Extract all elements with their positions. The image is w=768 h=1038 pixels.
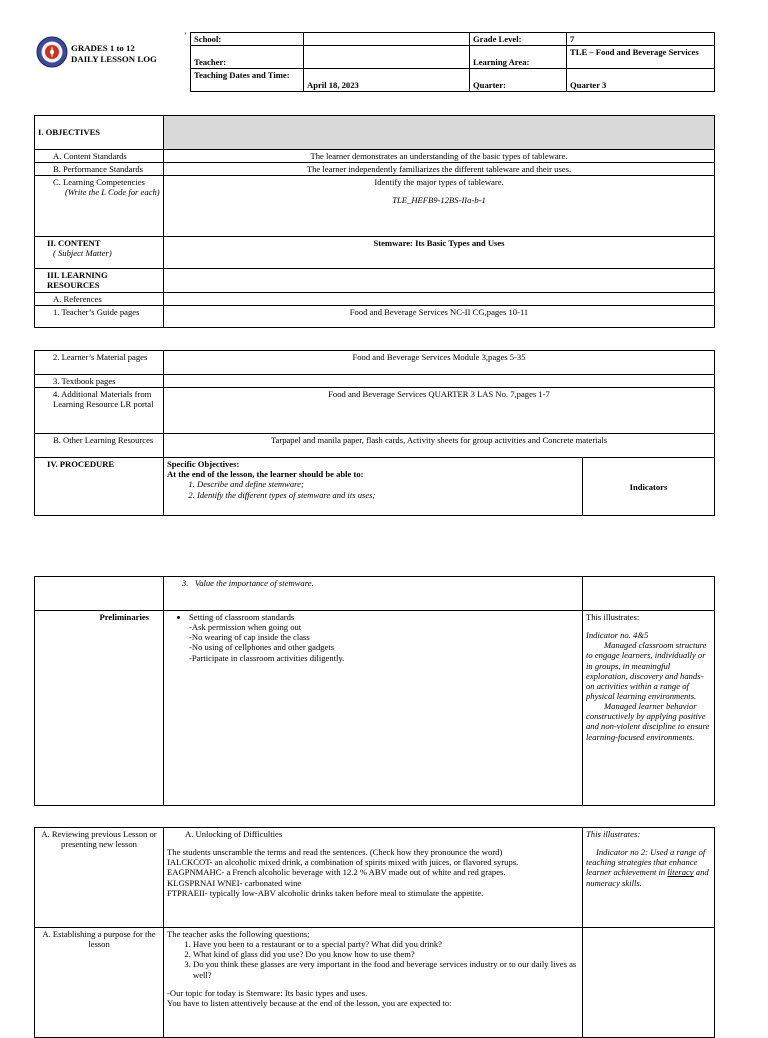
rule-1: -Ask permission when going out <box>189 622 302 633</box>
apostrophe-mark: ’ <box>184 31 187 40</box>
teacher-asks: The teacher asks the following questions; <box>167 929 310 939</box>
learning-resources-empty <box>164 269 715 293</box>
classroom-standards-item: • Setting of classroom standards <box>189 612 579 622</box>
lesson-procedure-table <box>34 827 715 1038</box>
school-label: School: <box>191 33 304 46</box>
question-3: 3. Do you think these glasses are very important in the food and beverage services industry or to our daily lives as well? <box>193 959 579 979</box>
teacher-label: Teacher: <box>191 46 304 69</box>
learning-area-value: TLE – Food and Beverage Services <box>567 46 715 69</box>
unlocking-heading: A. Unlocking of Difficulties <box>185 829 283 839</box>
grade-label: Grade Level: <box>470 33 567 46</box>
additional-materials-label: 4. Additional Materials from Learning Resource LR portal <box>35 388 164 434</box>
reviewing-lesson-label: A. Reviewing previous Lesson or presenting new lesson <box>35 828 164 928</box>
content-value: Stemware: Its Basic Types and Uses <box>164 237 715 269</box>
empty-indicator-cell <box>583 577 715 611</box>
references-empty <box>164 293 715 306</box>
learning-resources-label: III. LEARNING RESOURCES <box>35 269 164 293</box>
dates-label: Teaching Dates and Time: <box>191 69 304 92</box>
rule-2: -No wearing of cap inside the class <box>189 632 310 643</box>
header-title <box>71 43 157 65</box>
question-2: 2. What kind of glass did you use? Do you know how to use them? <box>193 949 579 959</box>
establishing-purpose-label: A. Establishing a purpose for the lesson <box>35 928 164 1038</box>
title-line-1: GRADES 1 to 12 <box>71 43 135 53</box>
objectives-list <box>167 479 579 499</box>
content-standards-value: The learner demonstrates an understanding of the basic types of tableware. <box>164 150 715 163</box>
indicator-2-cell <box>583 828 715 928</box>
rule-4: -Participate in classroom activities diligently. <box>189 652 345 663</box>
specific-objectives-heading: Specific Objectives: <box>167 459 240 470</box>
quarter-value: Quarter 3 <box>567 69 715 92</box>
preliminaries-content <box>164 611 583 806</box>
other-resources-label: B. Other Learning Resources <box>35 434 164 458</box>
term-2: EAGPNMAHC- a French alcoholic beverage with 12.2 % ABV made out of white and red grapes. <box>167 867 506 878</box>
school-value <box>304 33 470 46</box>
references-label: A. References <box>35 293 164 306</box>
indicators-heading: Indicators <box>583 458 715 516</box>
dates-value: April 18, 2023 <box>304 69 470 92</box>
indicator-text-1: Managed classroom structure to engage learners, individually or in groups, in meaningful exploration, discovery and hands-on activities within a range of physical learning environments. <box>586 640 707 701</box>
illustrates-label: This illustrates: <box>586 612 640 622</box>
specific-objectives-intro: At the end of the lesson, the learner should be able to: <box>167 469 364 480</box>
grade-value: 7 <box>567 33 715 46</box>
textbook-pages-empty <box>164 375 715 388</box>
learning-code: TLE_HEFB9-12BS-IIa-b-1 <box>392 195 486 206</box>
question-1: 1. Have you been to a restaurant or to a special party? What did you drink? <box>193 939 579 949</box>
unlocking-difficulties-cell <box>164 828 583 928</box>
additional-materials-value: Food and Beverage Services QUARTER 3 LAS No. 7,pages 1-7 <box>164 388 715 434</box>
prelim-rules <box>167 622 579 663</box>
illustrates-label-2: This illustrates: <box>586 829 641 839</box>
performance-standards-label: B. Performance Standards <box>35 163 164 176</box>
objectives-table <box>34 115 715 328</box>
deped-seal <box>36 36 68 68</box>
header-table <box>190 32 715 92</box>
other-resources-value: Tarpapel and manila paper, flash cards, Activity sheets for group activities and Concrete materials <box>164 434 715 458</box>
teachers-guide-value: Food and Beverage Services NC-II CG,pages 10-11 <box>164 306 715 328</box>
listen-statement: You have to listen attentively because at the end of the lesson, you are expected to: <box>167 997 452 1008</box>
empty-label-cell <box>35 577 164 611</box>
learning-competencies-value: Identify the major types of tableware. <box>374 177 504 188</box>
teacher-value <box>304 46 470 69</box>
teachers-guide-label: 1. Teacher’s Guide pages <box>35 306 164 328</box>
term-1: IALCKCOT- an alcoholic mixed drink, a combination of spirits mixed with juices, or flavored syrups. <box>167 857 519 868</box>
objectives-heading: I. OBJECTIVES <box>35 116 164 150</box>
learning-area-label: Learning Area: <box>470 46 567 69</box>
content-standards-label: A. Content Standards <box>35 150 164 163</box>
learners-material-value: Food and Beverage Services Module 3,pages 5-35 <box>164 351 715 375</box>
indicator-number: Indicator no. 4&5 <box>586 630 649 641</box>
objective-3: Value the importance of stemware. <box>194 578 314 588</box>
learning-competencies-cell <box>35 176 164 237</box>
performance-standards-value: The learner independently familiarizes the different tableware and their uses. <box>164 163 715 176</box>
title-line-2: DAILY LESSON LOG <box>71 53 157 64</box>
content-cell <box>35 237 164 269</box>
resources-procedure-table <box>34 350 715 516</box>
textbook-pages-label: 3. Textbook pages <box>35 375 164 388</box>
rule-3: -No using of cellphones and other gadgets <box>189 642 335 653</box>
indicator-2-text <box>586 847 711 888</box>
establishing-purpose-cell <box>164 928 583 1038</box>
indicator-2-pre: Indicator no 2: Used a range of teaching strategies that enhance learner achievement in <box>586 847 706 878</box>
specific-objectives-cell <box>164 458 583 516</box>
unscramble-instructions: The students unscramble the terms and read the sentences. (Check how they pronounce the word) <box>167 847 503 858</box>
term-4: FTPRAEII- typically low-ABV alcoholic drinks taken before meal to stimulate the appetite. <box>167 887 484 898</box>
objectives-shaded-cell <box>164 116 715 150</box>
objective-1: 1. Describe and define stemware; <box>197 479 579 489</box>
indicator-2-post: and numeracy skills. <box>586 867 709 888</box>
procedure-label: IV. PROCEDURE <box>35 458 164 516</box>
objective-3-number: 3. <box>182 578 189 588</box>
questions-list <box>167 939 579 980</box>
learners-material-label: 2. Learner’s Material pages <box>35 351 164 375</box>
topic-statement: -Our topic for today is Stemware: Its basic types and uses. <box>167 987 368 998</box>
objective-3-cell <box>164 577 583 611</box>
learning-competencies-value-cell <box>164 176 715 237</box>
learning-competencies-label: C. Learning Competencies <box>53 177 145 188</box>
empty-indicator-cell-2 <box>583 928 715 1038</box>
term-3: KLGSPRNAI WNEI- carbonated wine <box>167 877 302 888</box>
indicator-text-2: Managed learner behavior constructively by applying positive and non-violent discipline to ensure learning-focused environments. <box>586 701 710 742</box>
subject-matter-note: ( Subject Matter) <box>53 248 112 259</box>
objective-2: 2. Identify the different types of stemware and its uses; <box>197 490 579 500</box>
preliminaries-table <box>34 576 715 806</box>
literacy-link[interactable]: literacy <box>667 867 694 878</box>
quarter-label: Quarter: <box>470 69 567 92</box>
prelim-bullet-list <box>167 612 579 622</box>
indicator-4-5-cell <box>583 611 715 806</box>
content-label: II. CONTENT <box>47 238 101 249</box>
preliminaries-label: Preliminaries <box>35 611 164 806</box>
l-code-note: (Write the L Code for each) <box>65 187 160 198</box>
